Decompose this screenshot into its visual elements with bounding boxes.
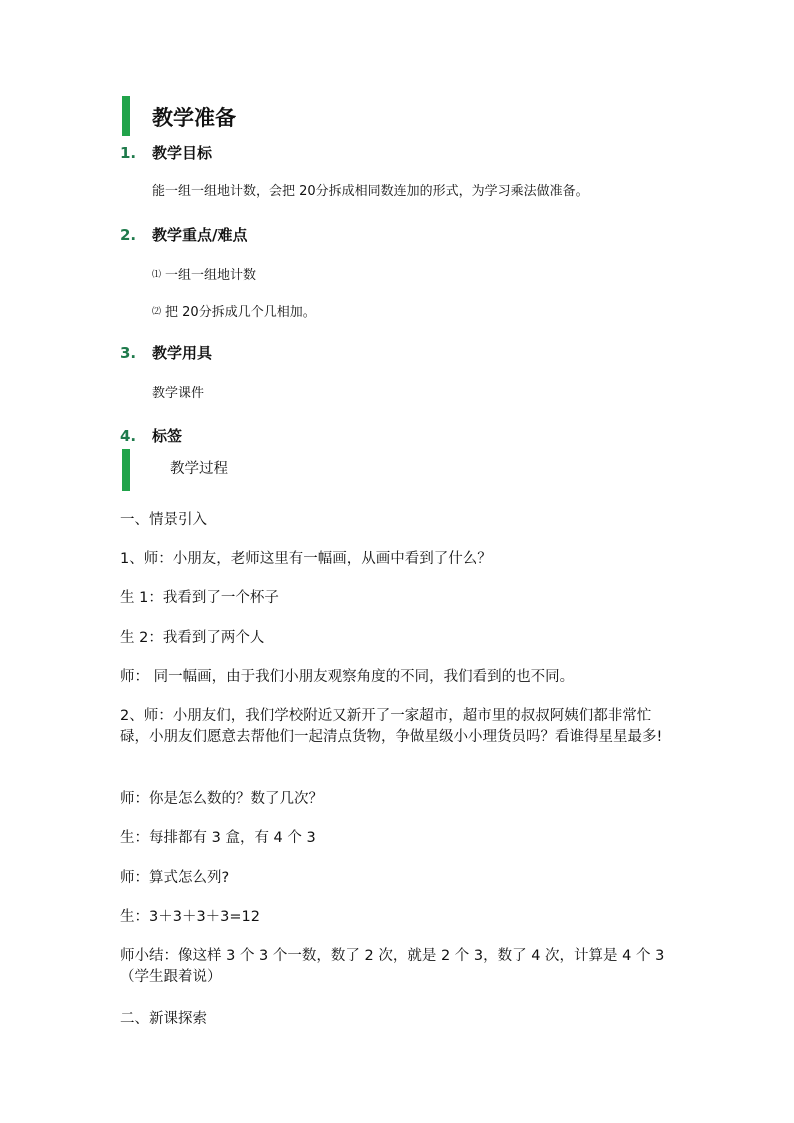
- section-title-tags: 标签: [152, 427, 183, 445]
- process-accent-bar: [122, 449, 130, 491]
- key-point-1: [152, 265, 256, 286]
- process-paragraph: 1、师：小朋友，老师这里有一幅画，从画中看到了什么？: [120, 551, 492, 567]
- section-number-2: 2.: [120, 226, 137, 244]
- key-point-1-text: 一组一组地计数: [165, 268, 257, 283]
- process-paragraph: 师： 同一幅画，由于我们小朋友观察角度的不同，我们看到的也不同。: [120, 669, 575, 685]
- key-point-2: [152, 302, 316, 323]
- section-title-goals: 教学目标: [152, 144, 213, 162]
- process-paragraph: 生 2：我看到了两个人: [120, 630, 265, 646]
- process-paragraph: 师：算式怎么列?: [120, 870, 230, 886]
- process-paragraph: 师：你是怎么数的？数了几次？: [120, 791, 323, 807]
- tools-text: 教学课件: [152, 386, 205, 401]
- goal-text: 能一组一组地计数，会把 20分拆成相同数连加的形式，为学习乘法做准备。: [152, 184, 589, 199]
- section-title-tools: 教学用具: [152, 344, 213, 362]
- section-number-4: 4.: [120, 427, 137, 445]
- section-title-key-points: 教学重点/难点: [152, 226, 248, 244]
- process-paragraph: 一、情景引入: [120, 512, 207, 528]
- section-number-3: 3.: [120, 344, 137, 362]
- process-paragraph: 2、师：小朋友们，我们学校附近又新开了一家超市，超市里的叔叔阿姨们都非常忙碌，小朋友们愿意去帮他们一起清点货物，争做星级小小理货员吗？看谁得星星最多!: [120, 708, 663, 745]
- process-paragraph: 师小结：像这样 3 个 3 个一数，数了 2 次，就是 2 个 3，数了 4 次，计算是 4 个 3（学生跟着说）: [120, 948, 665, 985]
- process-paragraph: 生：每排都有 3 盒，有 4 个 3: [120, 830, 316, 846]
- section-number-1: 1.: [120, 144, 137, 162]
- process-paragraph: 二、新课探索: [120, 1011, 207, 1027]
- heading-accent-bar: [122, 96, 130, 136]
- process-title: 教学过程: [170, 461, 228, 477]
- process-paragraph: 生：3＋3＋3＋3=12: [120, 909, 261, 925]
- key-point-2-text: 把 20分拆成几个几相加。: [165, 305, 316, 320]
- key-point-2-mark: ⑵: [152, 307, 162, 317]
- prep-title: 教学准备: [152, 106, 236, 130]
- process-paragraph: 生 1：我看到了一个杯子: [120, 590, 279, 606]
- key-point-1-mark: ⑴: [152, 270, 162, 280]
